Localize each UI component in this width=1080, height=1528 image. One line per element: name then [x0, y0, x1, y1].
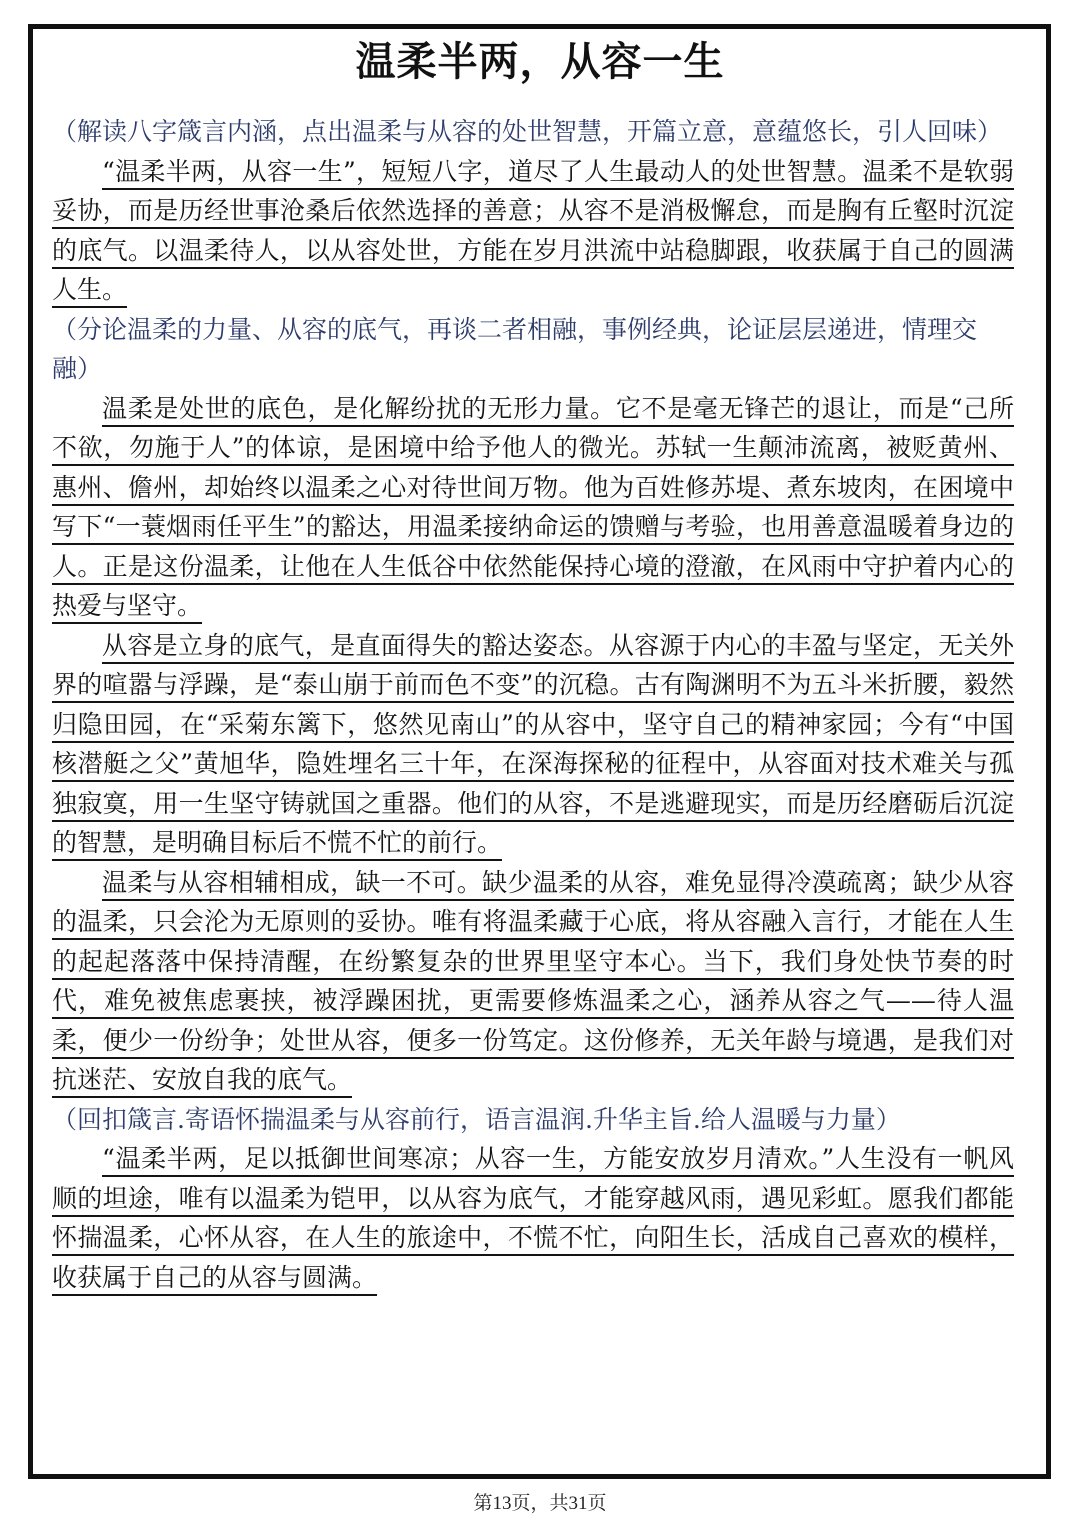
- paragraph-gentleness: 温柔是处世的底色，是化解纷扰的无形力量。它不是毫无锋芒的退让，而是“己所不欲，勿施于人”的体谅，是困境中给予他人的微光。苏轼一生颠沛流离，被贬黄州、惠州、儋州，却始终以温柔之心对待世间万物。他为百姓修苏堤、煮东坡肉，在困境中写下“一蓑烟雨任平生”的豁达，用温柔接纳命运的馈赠与考验，也用善意温暖着身边的人。正是这份温柔，让他在人生低谷中依然能保持心境的澄澈，在风雨中守护着内心的热爱与坚守。: [52, 393, 1014, 620]
- annotation-conclusion: （回扣箴言.寄语怀揣温柔与从容前行，语言温润.升华主旨.给人温暖与力量）: [52, 1104, 901, 1134]
- annotation-body: （分论温柔的力量、从容的底气，再谈二者相融，事例经典，论证层层递进，情理交融）: [52, 314, 978, 383]
- paragraph-opening: “温柔半两，从容一生”，短短八字，道尽了人生最动人的处世智慧。温柔不是软弱妥协，而是历经世事沧桑后依然选择的善意；从容不是消极懈怠，而是胸有丘壑时沉淀的底气。以温柔待人，以从容处世，方能在岁月洪流中站稳脚跟，收获属于自己的圆满人生。: [52, 156, 1014, 304]
- paragraph-combined: 温柔与从容相辅相成，缺一不可。缺少温柔的从容，难免显得冷漠疏离；缺少从容的温柔，只会沦为无原则的妥协。唯有将温柔藏于心底，将从容融入言行，才能在人生的起起落落中保持清醒，在纷繁复杂的世界里坚守本心。当下，我们身处快节奏的时代，难免被焦虑裹挟，被浮躁困扰，更需要修炼温柔之心，涵养从容之气——待人温柔，便少一份纷争；处世从容，便多一份笃定。这份修养，无关年龄与境遇，是我们对抗迷茫、安放自我的底气。: [52, 867, 1014, 1094]
- annotation-intro: （解读八字箴言内涵，点出温柔与从容的处世智慧，开篇立意，意蕴悠长，引人回味）: [52, 117, 1003, 146]
- page-title: 温柔半两，从容一生: [355, 38, 725, 85]
- paragraph-composure: 从容是立身的底气，是直面得失的豁达姿态。从容源于内心的丰盈与坚定，无关外界的喧嚣与浮躁，是“泰山崩于前而色不变”的沉稳。古有陶渊明不为五斗米折腰，毅然归隐田园，在“采菊东篱下，悠然见南山”的从容中，坚守自己的精神家园；今有“中国核潜艇之父”黄旭华，隐姓埋名三十年，在深海探秘的征程中，从容面对技术难关与孤独寂寞，用一生坚守铸就国之重器。他们的从容，不是逃避现实，而是历经磨砺后沉淀的智慧，是明确目标后不慌不忙的前行。: [52, 630, 1014, 857]
- essay-body: [52, 112, 1014, 1297]
- paragraph-conclusion: “温柔半两，足以抵御世间寒凉；从容一生，方能安放岁月清欢。”人生没有一帆风顺的坦途，唯有以温柔为铠甲，以从容为底气，才能穿越风雨，遇见彩虹。愿我们都能怀揣温柔，心怀从容，在人生的旅途中，不慌不忙，向阳生长，活成自己喜欢的模样，收获属于自己的从容与圆满。: [52, 1144, 1014, 1292]
- page-number: 第13页，共31页: [473, 1493, 607, 1514]
